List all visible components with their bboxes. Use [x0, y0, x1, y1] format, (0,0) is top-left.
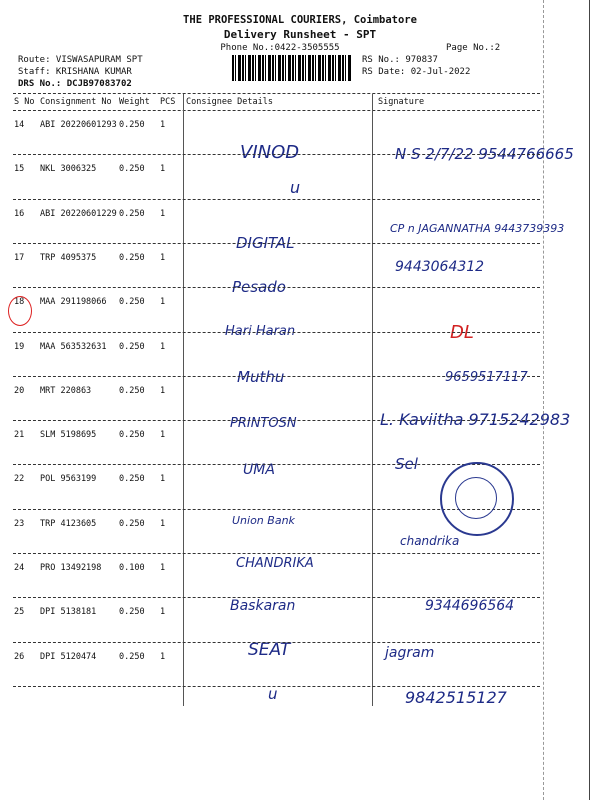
route-label: Route: VISWASAPURAM SPT	[18, 55, 143, 65]
col-consignee: Consignee Details	[186, 97, 273, 107]
row-sno: 25	[14, 607, 25, 618]
consignee-divider	[183, 94, 184, 706]
row-divider	[13, 420, 540, 421]
handwritten-consignee: Hari Haran	[225, 324, 296, 339]
row-divider	[13, 376, 540, 377]
row-18-circle-mark	[8, 296, 32, 326]
col-pcs: PCS	[160, 97, 176, 107]
row-divider	[13, 287, 540, 288]
handwritten-consignee: Pesado	[232, 278, 286, 296]
barcode	[232, 55, 352, 81]
row-weight: 0.250	[119, 120, 145, 130]
row-weight: 0.250	[119, 518, 145, 529]
bank-stamp-inner	[455, 477, 497, 519]
drs-number: DRS No.: DCJB97083702	[18, 79, 132, 89]
row-sno: 17	[14, 252, 25, 263]
col-consignment: Consignment No	[40, 97, 112, 107]
row-weight: 0.250	[119, 297, 145, 308]
runsheet-subtitle: Delivery Runsheet - SPT	[223, 28, 377, 41]
handwritten-consignee: Baskaran	[230, 598, 296, 614]
handwritten-signature: N S 2/7/22 9544766665	[395, 145, 574, 163]
signature-divider	[372, 94, 373, 706]
handwritten-mark: u	[290, 178, 301, 197]
row-consignment-no: ABI 20220601293	[40, 120, 117, 130]
row-pcs: 1	[160, 563, 166, 573]
row-weight: 0.250	[119, 607, 145, 618]
col-signature: Signature	[378, 97, 425, 107]
row-weight: 0.250	[119, 430, 145, 441]
row-weight: 0.250	[119, 474, 145, 485]
handwritten-consignee: u	[268, 685, 278, 703]
row-weight: 0.250	[119, 208, 145, 219]
row-divider	[13, 154, 540, 155]
row-sno: 14	[14, 120, 25, 130]
row-consignment-no: TRP 4123605	[40, 518, 97, 529]
handwritten-signature: jagram	[385, 645, 435, 661]
row-pcs: 1	[160, 430, 166, 441]
rs-number: RS No.: 970837	[362, 55, 438, 65]
handwritten-signature: 9659517117	[445, 370, 528, 385]
handwritten-consignee: CHANDRIKA	[236, 556, 314, 571]
row-sno: 15	[14, 164, 25, 175]
row-pcs: 1	[160, 297, 166, 308]
handwritten-consignee: PRINTOSN	[230, 416, 297, 431]
handwritten-signature: 9344696564	[425, 598, 515, 614]
handwritten-signature: L. Kaviitha 9715242983	[380, 410, 571, 429]
row-consignment-no: SLM 5198695	[40, 430, 97, 441]
row-weight: 0.250	[119, 164, 145, 175]
handwritten-signature: chandrika	[400, 534, 460, 548]
row-consignment-no: MAA 291198066	[40, 297, 107, 308]
col-sno: S No	[14, 97, 35, 107]
row-pcs: 1	[160, 164, 166, 175]
row-weight: 0.250	[119, 385, 145, 396]
row-sno: 19	[14, 341, 25, 352]
row-divider	[13, 597, 540, 598]
row-sno: 18	[14, 297, 25, 308]
row-pcs: 1	[160, 518, 166, 529]
row-consignment-no: DPI 5120474	[40, 651, 97, 662]
row-divider	[13, 553, 540, 554]
row-divider	[13, 199, 540, 200]
row-pcs: 1	[160, 474, 166, 485]
page-right-rule	[589, 0, 590, 800]
row-pcs: 1	[160, 385, 166, 396]
phone-number: Phone No.:0422-3505555	[220, 43, 340, 53]
row-divider	[13, 243, 540, 244]
handwritten-consignee: Union Bank	[232, 514, 295, 527]
row-sno: 16	[14, 208, 25, 219]
rs-date: RS Date: 02-Jul-2022	[362, 67, 471, 77]
row-weight: 0.250	[119, 651, 145, 662]
row-divider	[13, 686, 540, 687]
handwritten-signature: 9443064312	[395, 259, 485, 275]
row-pcs: 1	[160, 120, 166, 130]
page-number: Page No.:2	[446, 43, 501, 53]
row-sno: 23	[14, 518, 25, 529]
handwritten-consignee: UMA	[243, 462, 275, 478]
handwritten-consignee: DIGITAL	[236, 234, 295, 252]
row-divider	[13, 642, 540, 643]
handwritten-signature: Sel	[395, 455, 418, 473]
staff-label: Staff: KRISHANA KUMAR	[18, 67, 132, 77]
row-weight: 0.100	[119, 563, 145, 573]
row-consignment-no: PRO 13492198	[40, 563, 102, 573]
row-consignment-no: TRP 4095375	[40, 252, 97, 263]
row-consignment-no: DPI 5138181	[40, 607, 97, 618]
handwritten-consignee: SEAT	[248, 640, 291, 660]
row-sno: 20	[14, 385, 25, 396]
col-weight: Weight	[119, 97, 150, 107]
handwritten-consignee: VINOD	[240, 142, 300, 163]
row-consignment-no: NKL 3006325	[40, 164, 97, 175]
row-pcs: 1	[160, 252, 166, 263]
row-sno: 26	[14, 651, 25, 662]
row-sno: 24	[14, 563, 25, 573]
handwritten-consignee: Muthu	[237, 368, 285, 386]
row-pcs: 1	[160, 651, 166, 662]
row-consignment-no: POL 9563199	[40, 474, 97, 485]
company-title: THE PROFESSIONAL COURIERS, Coimbatore	[183, 14, 417, 26]
row-sno: 21	[14, 430, 25, 441]
row-weight: 0.250	[119, 341, 145, 352]
row-sno: 22	[14, 474, 25, 485]
row-consignment-no: ABI 20220601229	[40, 208, 117, 219]
header-bottom-rule	[13, 110, 540, 111]
row-pcs: 1	[160, 607, 166, 618]
header-top-rule	[13, 93, 540, 94]
row-pcs: 1	[160, 341, 166, 352]
row-pcs: 1	[160, 208, 166, 219]
handwritten-signature: 9842515127	[405, 688, 507, 707]
handwritten-signature: CP n JAGANNATHA 9443739393	[390, 222, 565, 235]
page-edge	[543, 0, 544, 800]
row-weight: 0.250	[119, 252, 145, 263]
row-consignment-no: MRT 220863	[40, 385, 92, 396]
row-consignment-no: MAA 563532631	[40, 341, 107, 352]
handwritten-signature: DL	[450, 322, 474, 343]
row-divider	[13, 332, 540, 333]
